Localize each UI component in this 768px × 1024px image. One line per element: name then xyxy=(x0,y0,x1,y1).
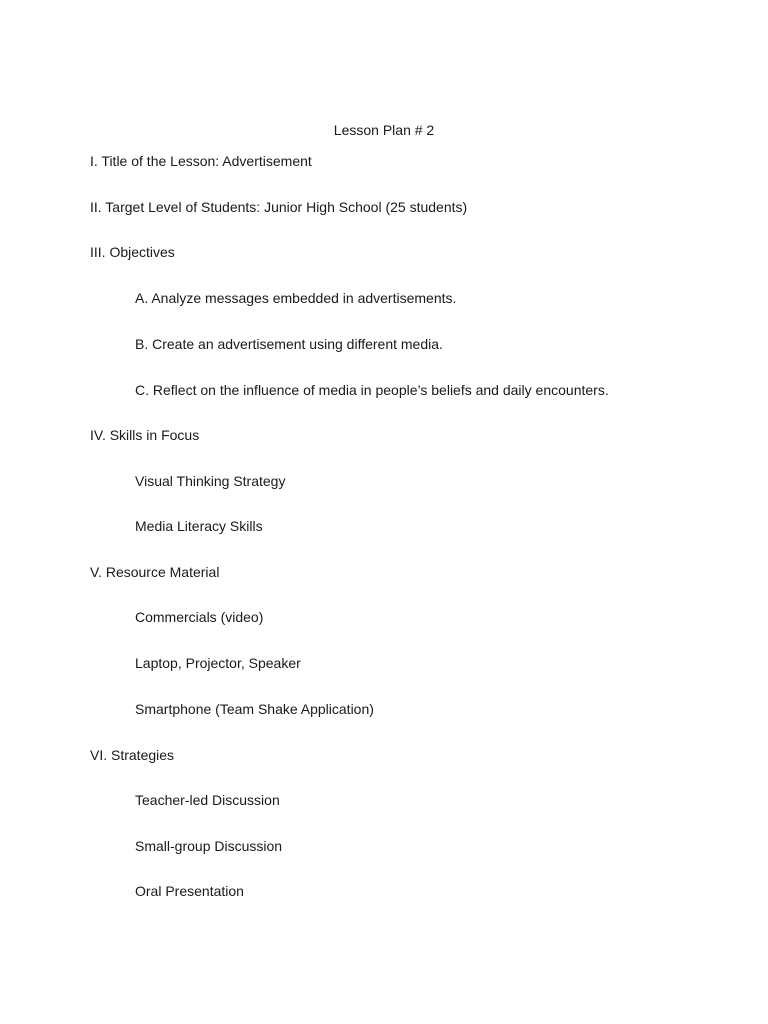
objective-item-c: C. Reflect on the influence of media in people’s beliefs and daily encounters. xyxy=(135,382,609,398)
resource-item: Commercials (video) xyxy=(135,609,264,625)
strategy-item: Teacher-led Discussion xyxy=(135,792,280,808)
section-objectives-heading: III. Objectives xyxy=(90,244,175,260)
section-skills-heading: IV. Skills in Focus xyxy=(90,427,200,443)
skill-item: Media Literacy Skills xyxy=(135,518,263,534)
resource-item: Smartphone (Team Shake Application) xyxy=(135,701,374,717)
document-title: Lesson Plan # 2 xyxy=(333,122,435,138)
section-resources-heading: V. Resource Material xyxy=(90,564,220,580)
resource-item: Laptop, Projector, Speaker xyxy=(135,655,301,671)
objective-item-a: A. Analyze messages embedded in advertisements. xyxy=(135,290,457,306)
section-title-of-lesson: I. Title of the Lesson: Advertisement xyxy=(90,153,312,169)
strategy-item: Oral Presentation xyxy=(135,883,244,899)
objective-item-b: B. Create an advertisement using different media. xyxy=(135,336,443,352)
strategy-item: Small-group Discussion xyxy=(135,838,283,854)
section-target-level: II. Target Level of Students: Junior High School (25 students) xyxy=(90,199,468,215)
skill-item: Visual Thinking Strategy xyxy=(135,473,286,489)
section-strategies-heading: VI. Strategies xyxy=(90,747,175,763)
